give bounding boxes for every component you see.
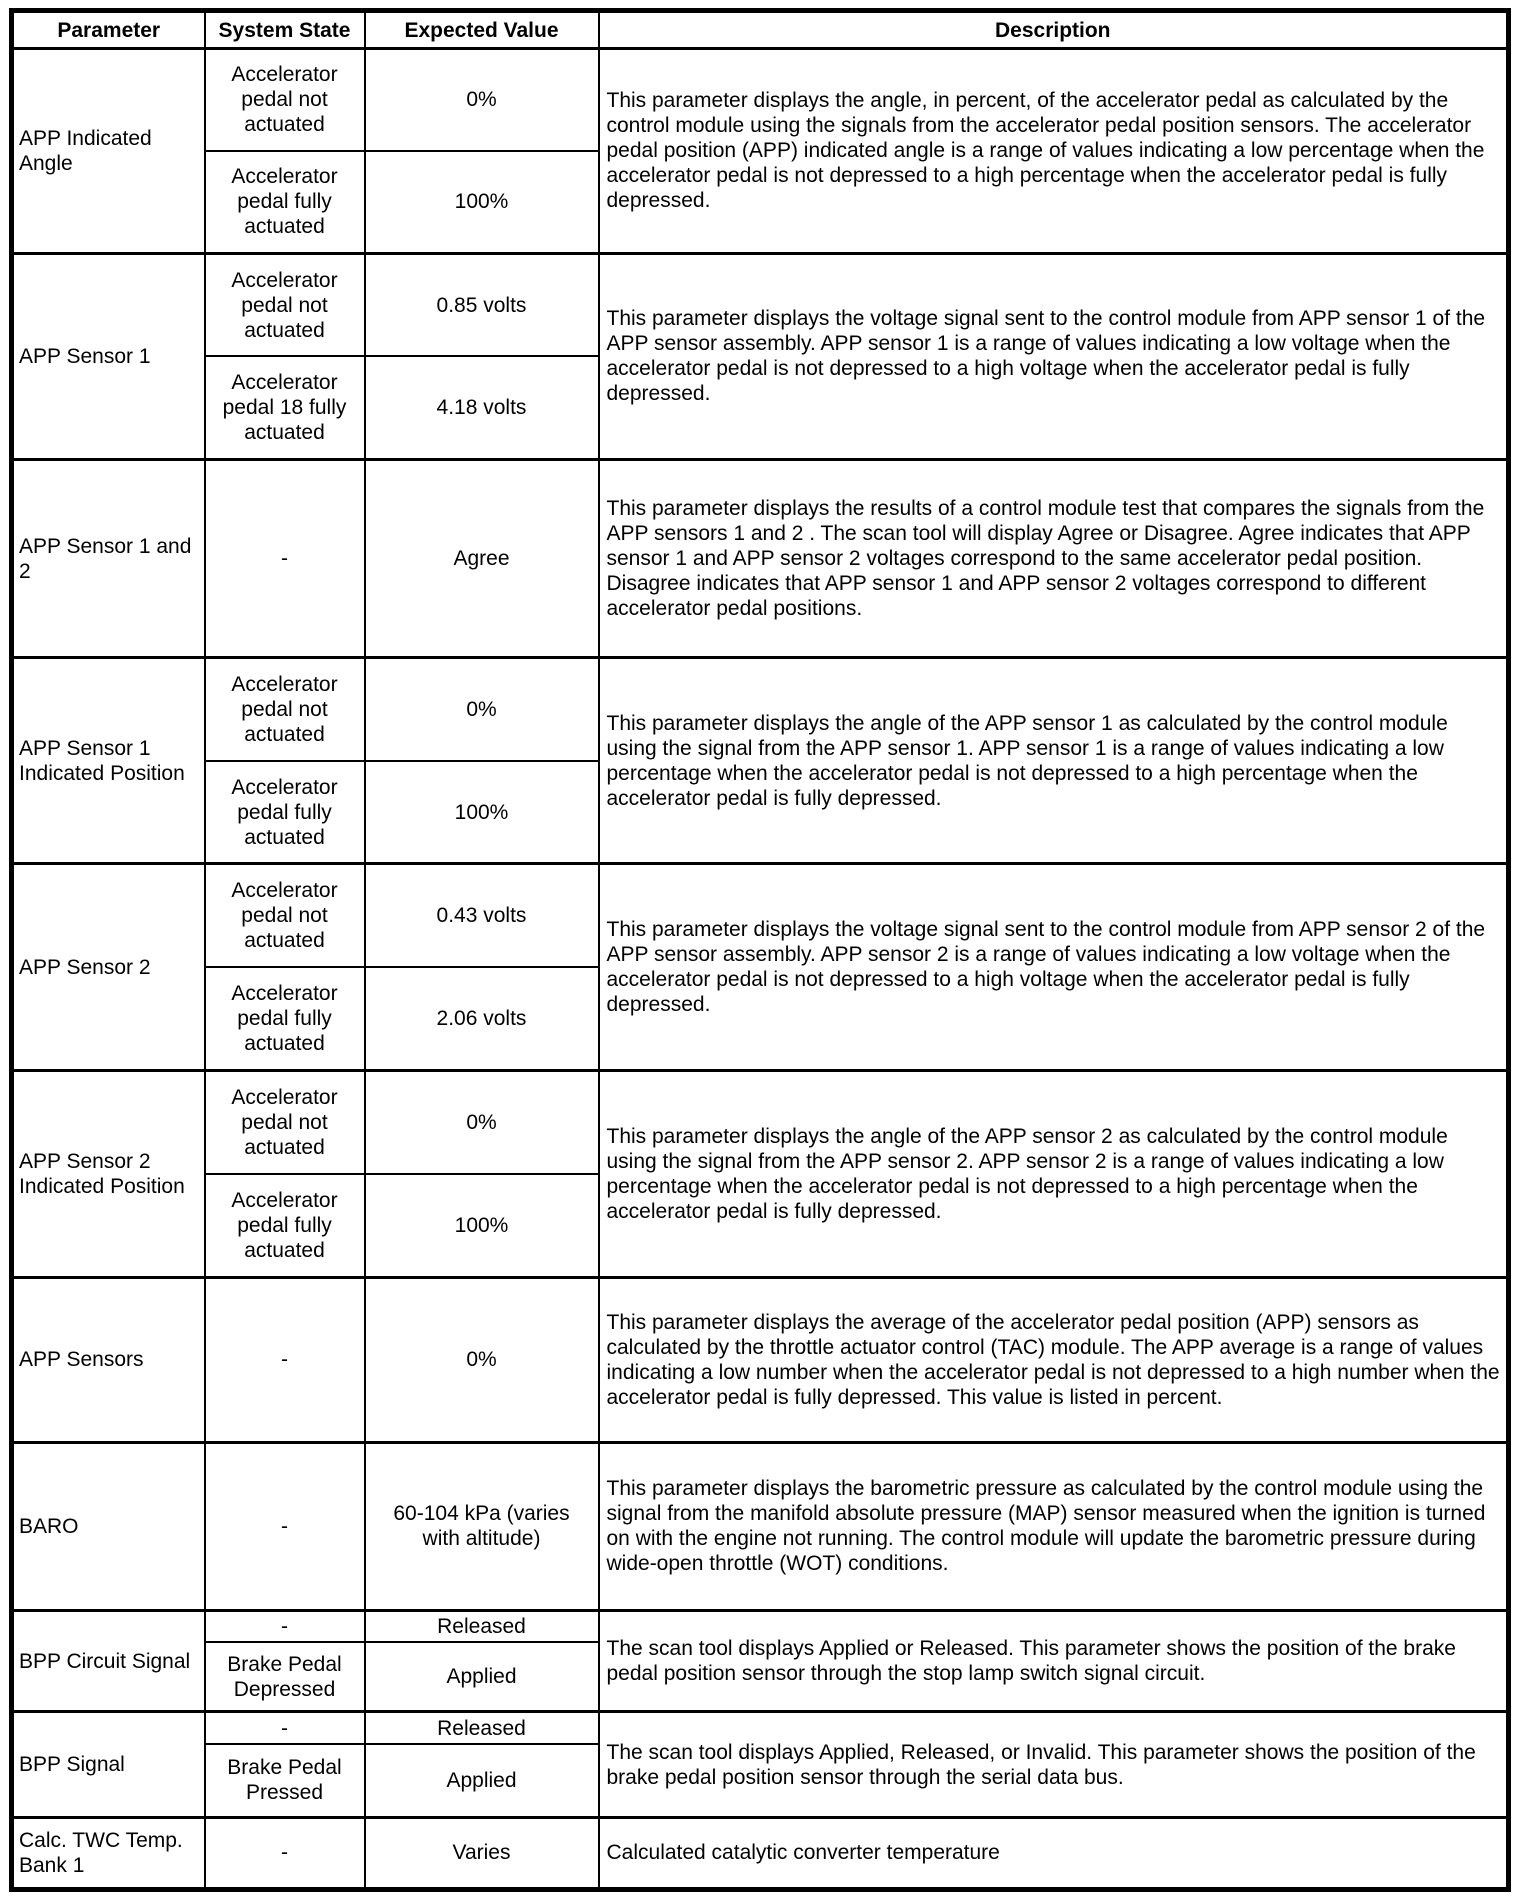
expected-value-cell: Varies bbox=[365, 1817, 599, 1889]
table-row bbox=[12, 1071, 1509, 1174]
parameter-cell: BPP Circuit Signal bbox=[12, 1610, 205, 1712]
parameter-cell: APP Sensor 1 and 2 bbox=[12, 460, 205, 658]
header-parameter: Parameter bbox=[12, 11, 205, 49]
row-group-calc-twc-temp-bank-1 bbox=[12, 1817, 1509, 1889]
scan-tool-parameter-table bbox=[9, 8, 1511, 1892]
expected-value-cell: 0% bbox=[365, 1277, 599, 1442]
description-cell: This parameter displays the barometric pressure as calculated by the control module using the signal from the manifold absolute pressure (MAP) sensor measured when the ignition is turned on with the engine not running. The control module will update the barometric pressure during wide-open throttle (WOT) conditions. bbox=[599, 1443, 1509, 1611]
parameter-cell: APP Sensor 2 bbox=[12, 864, 205, 1071]
system-state-cell: Accelerator pedal 18 fully actuated bbox=[205, 356, 365, 459]
expected-value-cell: Released bbox=[365, 1610, 599, 1642]
row-group-baro bbox=[12, 1443, 1509, 1611]
description-cell: This parameter displays the voltage signal sent to the control module from APP sensor 1 of the APP sensor assembly. APP sensor 1 is a range of values indicating a low voltage when the accelerator pedal is not depressed to a high voltage when the accelerator pedal is fully depressed. bbox=[599, 253, 1509, 460]
table-row bbox=[12, 1277, 1509, 1442]
system-state-cell: Brake Pedal Depressed bbox=[205, 1642, 365, 1712]
row-group-app-sensor-1-indicated-position bbox=[12, 657, 1509, 864]
row-group-app-sensors bbox=[12, 1277, 1509, 1442]
expected-value-cell: Released bbox=[365, 1712, 599, 1744]
system-state-cell: - bbox=[205, 1817, 365, 1889]
parameter-cell: APP Indicated Angle bbox=[12, 49, 205, 254]
expected-value-cell: 0% bbox=[365, 1071, 599, 1174]
parameter-cell: BARO bbox=[12, 1443, 205, 1611]
header-description: Description bbox=[599, 11, 1509, 49]
expected-value-cell: 0% bbox=[365, 49, 599, 151]
description-cell: This parameter displays the results of a control module test that compares the signals from the APP sensors 1 and 2 . The scan tool will display Agree or Disagree. Agree indicates that APP sensor 1 and APP sensor 2 voltages correspond to the same accelerator pedal position. Disagree indicates that APP sensor 1 and APP sensor 2 voltages correspond to different accelerator pedal positions. bbox=[599, 460, 1509, 658]
system-state-cell: Brake Pedal Pressed bbox=[205, 1744, 365, 1817]
table-row bbox=[12, 1610, 1509, 1642]
expected-value-cell: 100% bbox=[365, 151, 599, 253]
row-group-app-sensor-1 bbox=[12, 253, 1509, 460]
parameter-cell: Calc. TWC Temp. Bank 1 bbox=[12, 1817, 205, 1889]
row-group-app-sensor-1-and-2 bbox=[12, 460, 1509, 658]
expected-value-cell: 60-104 kPa (varies with altitude) bbox=[365, 1443, 599, 1611]
system-state-cell: Accelerator pedal fully actuated bbox=[205, 151, 365, 253]
system-state-cell: - bbox=[205, 1712, 365, 1744]
expected-value-cell: 100% bbox=[365, 761, 599, 864]
expected-value-cell: Applied bbox=[365, 1744, 599, 1817]
system-state-cell: - bbox=[205, 1277, 365, 1442]
expected-value-cell: 0.85 volts bbox=[365, 253, 599, 356]
table-row bbox=[12, 49, 1509, 151]
row-group-bpp-circuit-signal bbox=[12, 1610, 1509, 1712]
system-state-cell: Accelerator pedal not actuated bbox=[205, 253, 365, 356]
row-group-bpp-signal bbox=[12, 1712, 1509, 1817]
header-expected-value: Expected Value bbox=[365, 11, 599, 49]
system-state-cell: - bbox=[205, 1443, 365, 1611]
expected-value-cell: 2.06 volts bbox=[365, 967, 599, 1070]
table-row bbox=[12, 1443, 1509, 1611]
expected-value-cell: 100% bbox=[365, 1174, 599, 1277]
parameter-cell: APP Sensor 2 Indicated Position bbox=[12, 1071, 205, 1278]
expected-value-cell: 0% bbox=[365, 657, 599, 760]
system-state-cell: - bbox=[205, 460, 365, 658]
table-row bbox=[12, 864, 1509, 967]
description-cell: This parameter displays the average of the accelerator pedal position (APP) sensors as calculated by the throttle actuator control (TAC) module. The APP average is a range of values indicating a low number when the accelerator pedal is not depressed to a high number when the accelerator pedal is fully depressed. This value is listed in percent. bbox=[599, 1277, 1509, 1442]
parameter-cell: APP Sensors bbox=[12, 1277, 205, 1442]
header-row bbox=[12, 11, 1509, 49]
system-state-cell: Accelerator pedal not actuated bbox=[205, 657, 365, 760]
parameter-cell: BPP Signal bbox=[12, 1712, 205, 1817]
row-group-app-indicated-angle bbox=[12, 49, 1509, 254]
row-group-app-sensor-2-indicated-position bbox=[12, 1071, 1509, 1278]
description-cell: This parameter displays the voltage signal sent to the control module from APP sensor 2 of the APP sensor assembly. APP sensor 2 is a range of values indicating a low voltage when the accelerator pedal is not depressed to a high voltage when the accelerator pedal is fully depressed. bbox=[599, 864, 1509, 1071]
parameter-cell: APP Sensor 1 Indicated Position bbox=[12, 657, 205, 864]
system-state-cell: Accelerator pedal fully actuated bbox=[205, 1174, 365, 1277]
header-system-state: System State bbox=[205, 11, 365, 49]
description-cell: This parameter displays the angle of the APP sensor 2 as calculated by the control module using the signal from the APP sensor 2. APP sensor 2 is a range of values indicating a low percentage when the accelerator pedal is not depressed to a high percentage when the accelerator pedal is fully depressed. bbox=[599, 1071, 1509, 1278]
system-state-cell: Accelerator pedal fully actuated bbox=[205, 761, 365, 864]
system-state-cell: Accelerator pedal not actuated bbox=[205, 1071, 365, 1174]
table-row bbox=[12, 253, 1509, 356]
expected-value-cell: Applied bbox=[365, 1642, 599, 1712]
description-cell: The scan tool displays Applied, Released, or Invalid. This parameter shows the position of the brake pedal position sensor through the serial data bus. bbox=[599, 1712, 1509, 1817]
table-row bbox=[12, 1817, 1509, 1889]
expected-value-cell: 0.43 volts bbox=[365, 864, 599, 967]
description-cell: This parameter displays the angle of the APP sensor 1 as calculated by the control module using the signal from the APP sensor 1. APP sensor 1 is a range of values indicating a low percentage when the accelerator pedal is not depressed to a high percentage when the accelerator pedal is fully depressed. bbox=[599, 657, 1509, 864]
table-row bbox=[12, 657, 1509, 760]
row-group-app-sensor-2 bbox=[12, 864, 1509, 1071]
description-cell: The scan tool displays Applied or Released. This parameter shows the position of the brake pedal position sensor through the stop lamp switch signal circuit. bbox=[599, 1610, 1509, 1712]
table-row bbox=[12, 460, 1509, 658]
parameter-cell: APP Sensor 1 bbox=[12, 253, 205, 460]
expected-value-cell: 4.18 volts bbox=[365, 356, 599, 459]
table-header bbox=[12, 11, 1509, 49]
system-state-cell: Accelerator pedal not actuated bbox=[205, 864, 365, 967]
table-row bbox=[12, 1712, 1509, 1744]
description-cell: This parameter displays the angle, in percent, of the accelerator pedal as calculated by the control module using the signals from the accelerator pedal position sensors. The accelerator pedal position (APP) indicated angle is a range of values indicating a low percentage when the accelerator pedal is not depressed to a high percentage when the accelerator pedal is fully depressed. bbox=[599, 49, 1509, 254]
expected-value-cell: Agree bbox=[365, 460, 599, 658]
system-state-cell: Accelerator pedal fully actuated bbox=[205, 967, 365, 1070]
system-state-cell: Accelerator pedal not actuated bbox=[205, 49, 365, 151]
system-state-cell: - bbox=[205, 1610, 365, 1642]
description-cell: Calculated catalytic converter temperature bbox=[599, 1817, 1509, 1889]
